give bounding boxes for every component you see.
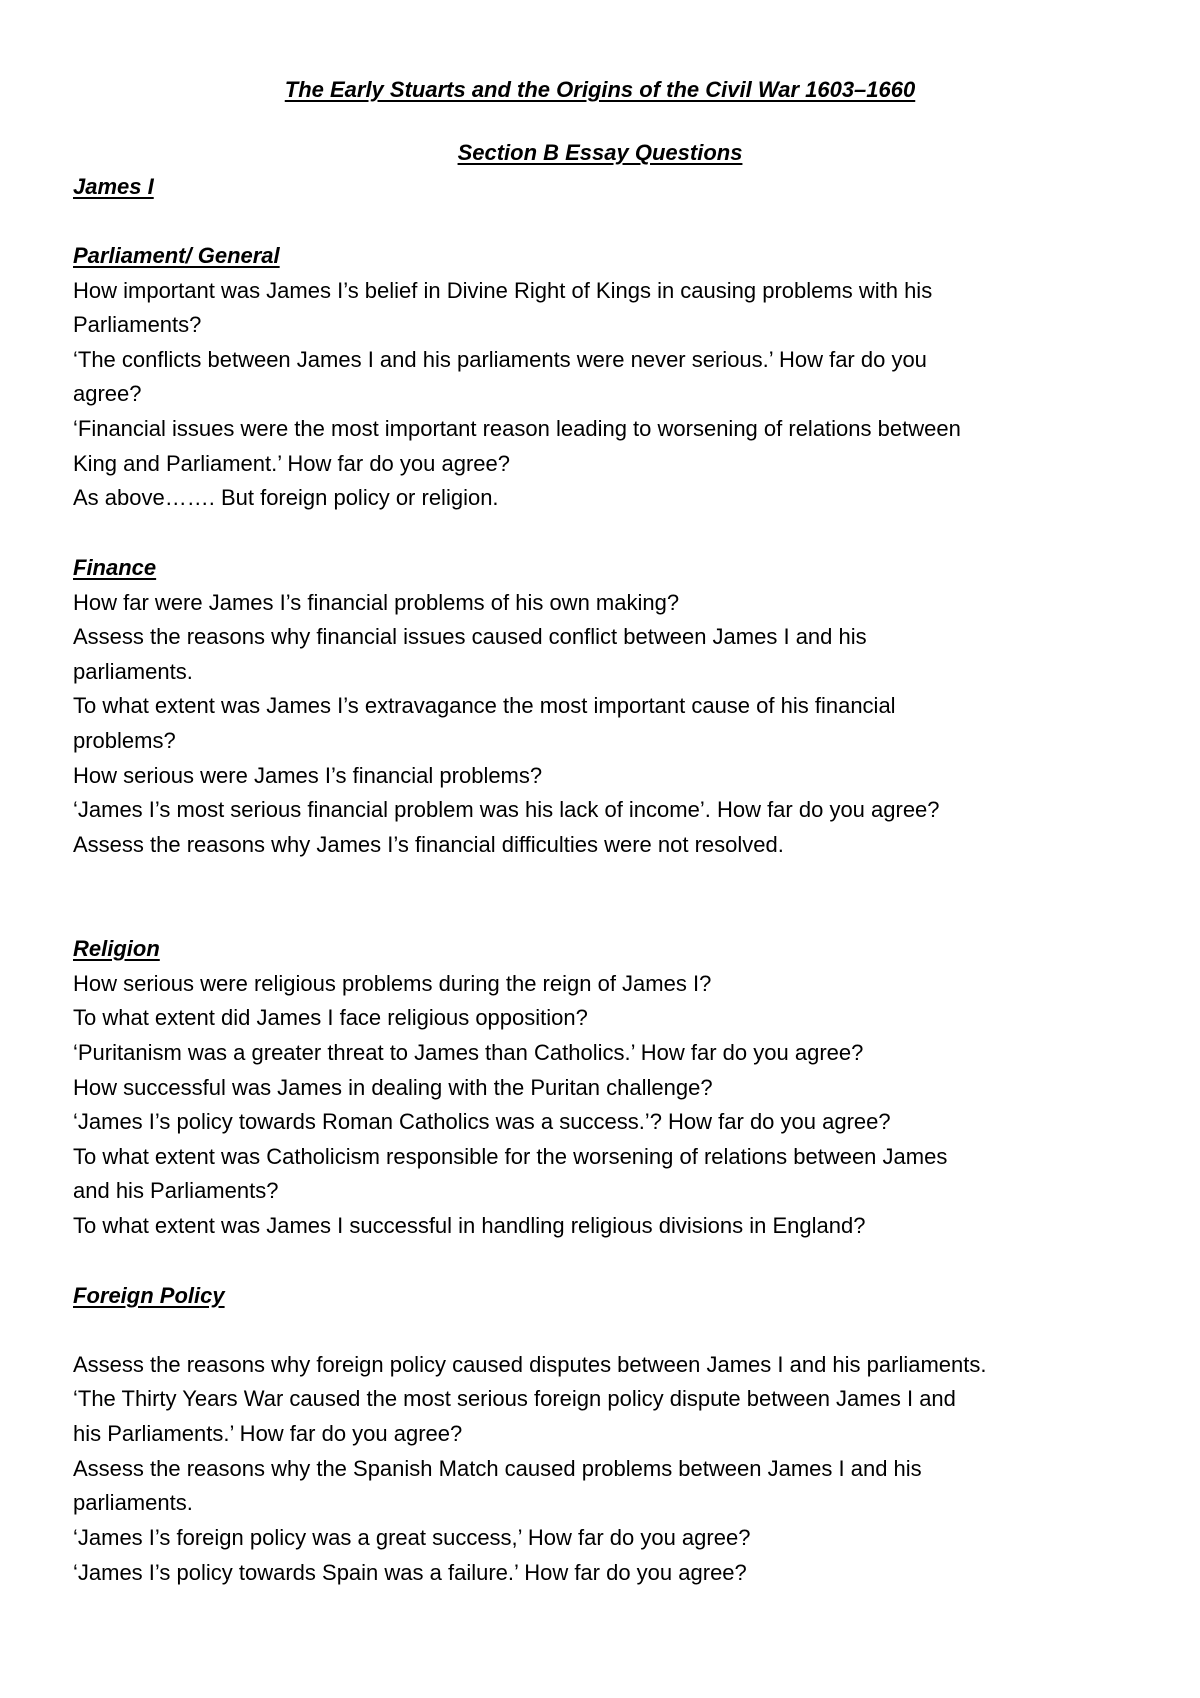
question-line: As above……. But foreign policy or religion.	[73, 485, 499, 510]
question-line: How successful was James in dealing with the Puritan challenge?	[73, 1075, 713, 1100]
question-line: King and Parliament.’ How far do you agree?	[73, 451, 510, 476]
section-heading-finance: Finance	[73, 555, 157, 580]
question-line: ‘James I’s policy towards Roman Catholics was a success.’? How far do you agree?	[73, 1109, 891, 1134]
question-line: ‘James I’s foreign policy was a great success,’ How far do you agree?	[73, 1525, 751, 1550]
question-line: Assess the reasons why foreign policy caused disputes between James I and his parliaments.	[73, 1352, 987, 1377]
section-heading-parliament: Parliament/ General	[73, 243, 280, 268]
question-line: Assess the reasons why financial issues caused conflict between James I and his	[73, 624, 867, 649]
question-line: How serious were religious problems during the reign of James I?	[73, 971, 712, 996]
question-line: ‘James I’s most serious financial problem was his lack of income’. How far do you agree?	[73, 797, 940, 822]
question-line: Assess the reasons why the Spanish Match caused problems between James I and his	[73, 1456, 922, 1481]
question-line: Assess the reasons why James I’s financial difficulties were not resolved.	[73, 832, 784, 857]
question-line: ‘James I’s policy towards Spain was a failure.’ How far do you agree?	[73, 1560, 747, 1585]
question-line: To what extent was James I’s extravagance the most important cause of his financial	[73, 693, 896, 718]
document-subtitle: Section B Essay Questions	[457, 140, 743, 165]
question-line: ‘Financial issues were the most important reason leading to worsening of relations between	[73, 416, 961, 441]
question-line: agree?	[73, 381, 142, 406]
question-line: and his Parliaments?	[73, 1178, 279, 1203]
monarch-heading: James I	[73, 174, 154, 199]
question-line: ‘The Thirty Years War caused the most serious foreign policy dispute between James I and	[73, 1386, 956, 1411]
question-line: ‘The conflicts between James I and his parliaments were never serious.’ How far do you	[73, 347, 927, 372]
question-line: How serious were James I’s financial problems?	[73, 763, 543, 788]
section-heading-foreign-policy: Foreign Policy	[73, 1283, 225, 1308]
question-line: problems?	[73, 728, 176, 753]
question-line: To what extent was James I successful in handling religious divisions in England?	[73, 1213, 866, 1238]
question-line: parliaments.	[73, 1490, 193, 1515]
question-line: ‘Puritanism was a greater threat to James than Catholics.’ How far do you agree?	[73, 1040, 864, 1065]
document-title: The Early Stuarts and the Origins of the Civil War 1603–1660	[284, 77, 916, 102]
section-heading-religion: Religion	[73, 936, 160, 961]
question-line: How important was James I’s belief in Divine Right of Kings in causing problems with his	[73, 278, 933, 303]
question-line: To what extent did James I face religious opposition?	[73, 1005, 588, 1030]
question-line: his Parliaments.’ How far do you agree?	[73, 1421, 463, 1446]
question-line: Parliaments?	[73, 312, 202, 337]
question-line: To what extent was Catholicism responsible for the worsening of relations between James	[73, 1144, 948, 1169]
question-line: parliaments.	[73, 659, 193, 684]
question-line: How far were James I’s financial problems of his own making?	[73, 590, 680, 615]
